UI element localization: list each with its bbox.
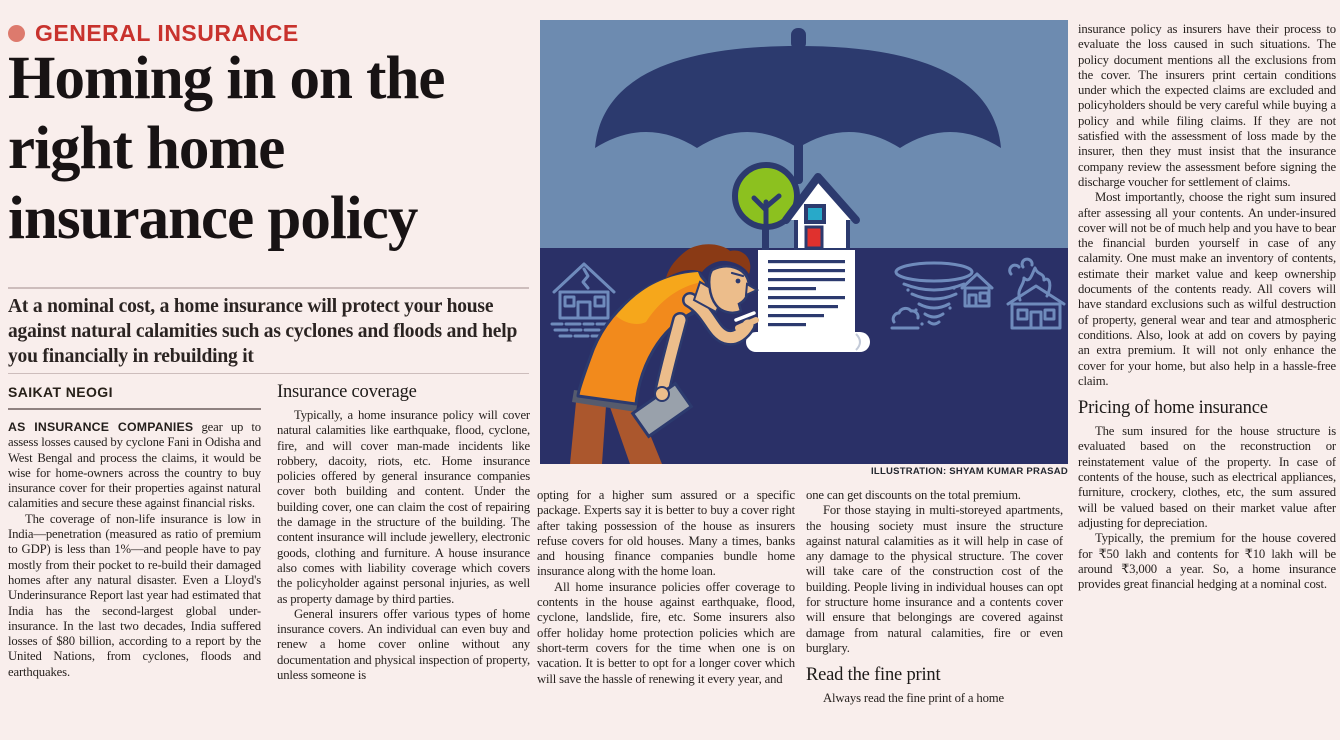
byline: SAIKAT NEOGI	[8, 382, 261, 410]
standfirst-rule	[8, 373, 529, 374]
paragraph: The sum insured for the house structure is evaluated based on the reconstruction or reinstatement value of the property. In case of contents of the house, such as electrical appliances, furniture, crockery, clothes, etc, the sum assured will be valued based on their market value after adjusting for depreciation.	[1078, 424, 1336, 530]
page-title: Homing in on the right home insurance policy	[8, 45, 445, 252]
paragraph-text: gear up to assess losses caused by cyclone Fani in Odisha and West Bengal and process the claims, it would be wise for home-owners across the country to buy insurance cover for their properties against natural calamities and secure these against financial risks.	[8, 420, 261, 511]
paragraph: Most importantly, choose the right sum insured after assessing all your contents. An under-insured cover will not be of much help and you have to bear the financial burden yourself in case of any calamity. One must make an inventory of contents, estimate their market value and keep ownership documents of the contents ready. All covers will have standard exclusions such as wilful destruction of property, general wear and tear and atmospheric conditions. Also, look at add on covers by paying an extra premium. It will not only enhance the cover for your home, but also help in a hassle-free claim.	[1078, 190, 1336, 388]
article-column-3	[537, 488, 795, 740]
paragraph: Typically, a home insurance policy will cover natural calamities like earthquake, flood, cyclone, fire, and will cover man-made incidents like robbery, dacoity, riots, etc. Home insurance policies offered by general insurance companies cover both building and content. Under the building cover, one can claim the cost of repairing the damage in the structure of the building. The content insurance will include jewellery, electronic goods, clothing and furniture. A house insurance also comes with liability coverage which covers the policyholder against personal injuries, as well as property damage by third parties.	[277, 408, 530, 606]
paragraph: insurance policy as insurers have their process to evaluate the loss caused in such situations. The policy document mentions all the exclusions from the cover. The insurers print certain conditions under which the expected claims are excluded and policyholders should be very careful while buying a policy and while filing claims. If they are not satisfied with the assessment of loss made by the insurer, then they must insist that the insurance company review the assessment before signing the discharge voucher for settlement of claims.	[1078, 22, 1336, 189]
paragraph: General insurers offer various types of home insurance covers. An individual can even buy and renew a home cover online without any documentation and physical inspection of property, unless someone is	[277, 606, 530, 683]
section-label: GENERAL INSURANCE	[35, 20, 299, 46]
article-column-2	[277, 382, 530, 740]
section-kicker	[8, 20, 299, 47]
paragraph: Typically, the premium for the house covered for ₹50 lakh and contents for ₹10 lakh will be around ₹3,000 a year. So, a home insurance provides great financial hedging at a nominal cost.	[1078, 531, 1336, 592]
article-column-5	[1078, 22, 1336, 738]
paragraph: For those staying in multi-storeyed apartments, the housing society must insure the structure against natural calamities as it will help in case of any damage to the physical structure. The cover will take care of the construction cost of the building. People living in individual houses can opt for structure home insurance and a contents cover will ensure that belongings are covered against damage from natural calamities, fire or even burglary.	[806, 503, 1063, 655]
policy-document	[746, 250, 870, 352]
subheading-pricing-of-home-insurance: Pricing of home insurance	[1078, 398, 1268, 419]
illustration-caption: ILLUSTRATION: SHYAM KUMAR PRASAD	[871, 466, 1068, 477]
section-dot-icon	[8, 25, 25, 42]
paragraph: All home insurance policies offer coverage to contents in the house against earthquake, flood, cyclone, landslide, fire, etc. Some insurers also offer holiday home protection policies which are short-term covers for the time when one is on vacation. It is better to opt for a longer cover which will save the hassle of renewing it every year, and	[537, 579, 795, 686]
paragraph: Always read the fine print of a home	[823, 691, 1004, 706]
article-columns-left	[8, 382, 531, 740]
subheading-read-the-fine-print: Read the fine print	[806, 665, 941, 686]
headline-rule	[8, 287, 529, 289]
paragraph	[8, 420, 261, 512]
paragraph: The coverage of non-life insurance is low in India—penetration (measured as ratio of premium to GDP) is less than 1%—and people have to pay mostly from their pocket to re-build their damaged homes after any natural disaster. Even a Lloyd's Underinsurance Report last year had estimated that India has the second-largest global under-insurance. In the last two decades, India suffered losses of $80 billion, according to a report by the United Nations, from cyclones, floods and earthquakes.	[8, 511, 261, 679]
paragraph: one can get discounts on the total premium.	[806, 488, 1021, 502]
subheading-insurance-coverage: Insurance coverage	[277, 382, 417, 402]
article-column-1	[8, 382, 261, 740]
article-illustration	[540, 20, 1068, 464]
standfirst: At a nominal cost, a home insurance will protect your house against natural calamities such as cyclones and floods and help you financially in rebuilding it	[8, 296, 518, 367]
article-column-4	[806, 488, 1063, 740]
lead-in: AS INSURANCE COMPANIES	[8, 420, 194, 434]
paragraph: opting for a higher sum assured or a specific package. Experts say it is better to buy a cover right after taking possession of the house as insurers refuse covers for old houses. Many a times, banks and housing finance companies bundle home insurance along with the home loan.	[537, 488, 795, 579]
